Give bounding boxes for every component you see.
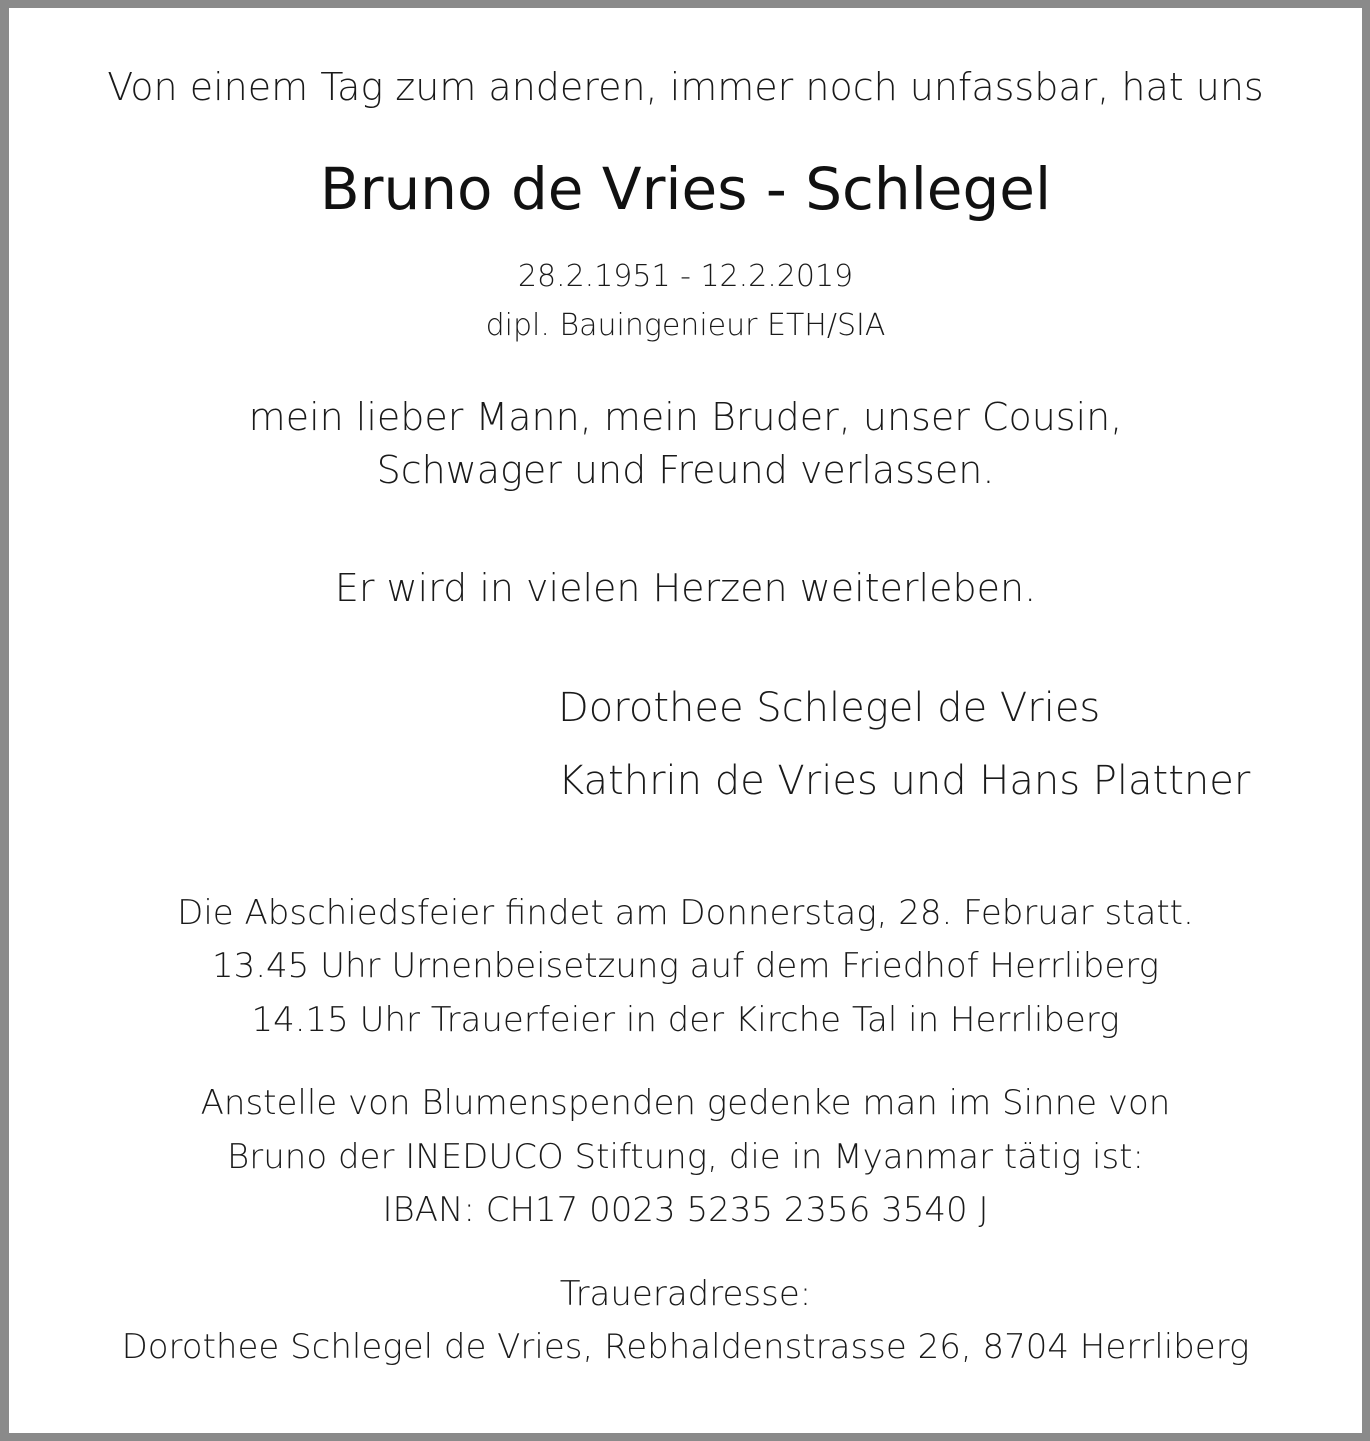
- ceremony-line-2: 13.45 Uhr Urnenbeisetzung auf dem Friedhof Herrliberg: [211, 946, 1160, 986]
- donation-line-1: Anstelle von Blumenspenden gedenke man im Sinne von: [200, 1083, 1171, 1123]
- mourning-address: Dorothee Schlegel de Vries, Rebhaldenstrasse 26, 8704 Herrliberg: [121, 1327, 1250, 1367]
- message-line-2: Schwager und Freund verlassen.: [376, 448, 995, 492]
- ceremony-line-3: 14.15 Uhr Trauerfeier in der Kirche Tal in Herrliberg: [251, 1000, 1120, 1040]
- signatory-1: Dorothee Schlegel de Vries: [558, 685, 1101, 731]
- donation-line-2: Bruno der INEDUCO Stiftung, die in Myanmar tätig ist:: [227, 1137, 1144, 1177]
- message-line-1: mein lieber Mann, mein Bruder, unser Cousin,: [248, 395, 1123, 439]
- deceased-name: Bruno de Vries - Schlegel: [319, 155, 1052, 223]
- intro-text: Von einem Tag zum anderen, immer noch unfassbar, hat uns: [107, 65, 1264, 109]
- address-label: Traueradresse:: [559, 1274, 812, 1314]
- closing-line: Er wird in vielen Herzen weiterleben.: [334, 566, 1037, 610]
- ceremony-line-1: Die Abschiedsfeier findet am Donnerstag, 28. Februar statt.: [177, 893, 1194, 933]
- donation-iban: IBAN: CH17 0023 5235 2356 3540 J: [382, 1190, 989, 1230]
- signatory-2: Kathrin de Vries und Hans Plattner: [558, 758, 1251, 804]
- life-dates: 28.2.1951 - 12.2.2019: [517, 259, 854, 294]
- profession: dipl. Bauingenieur ETH/SIA: [485, 308, 886, 343]
